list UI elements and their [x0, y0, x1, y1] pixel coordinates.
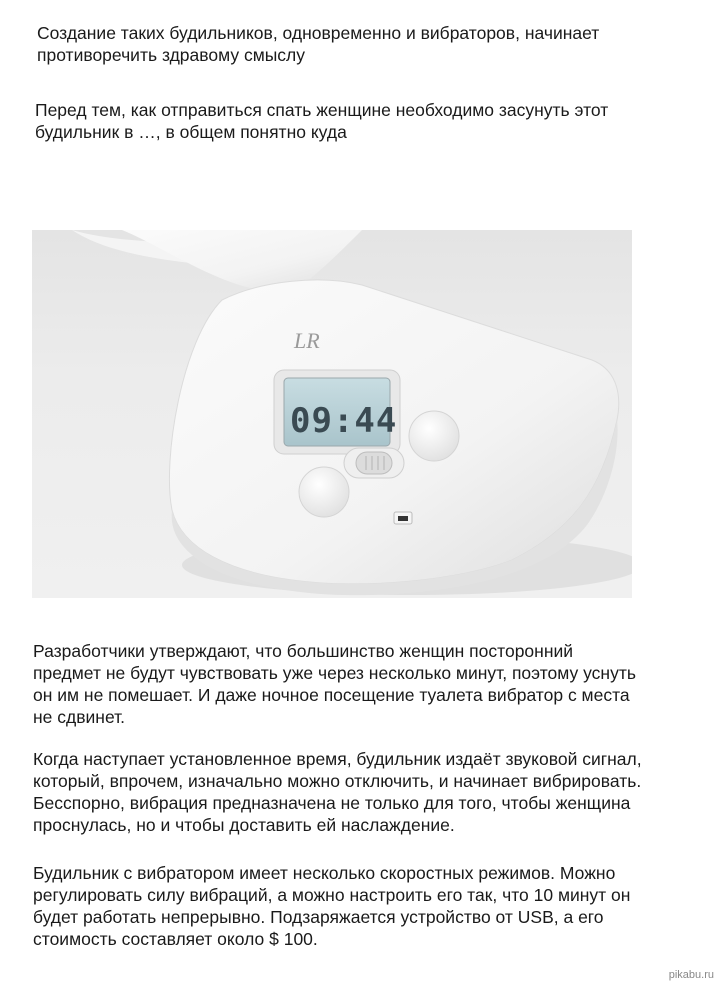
features-paragraph: Будильник с вибратором имеет несколько скоростных режимов. Можно регулировать силу вибраций, а можно настроить его так, что 10 минут он будет работать непрерывно. Подзаряжается устройство от USB, а его стоимость составляет около $ 100.: [33, 863, 631, 949]
product-photo: [32, 230, 632, 598]
slider-switch: [356, 452, 392, 474]
comfort-paragraph: Разработчики утверждают, что большинство женщин посторонний предмет не будут чувствовать уже через несколько минут, поэтому уснуть он им не помешает. И даже ночное посещение туалета вибратор с места не сдвинет.: [33, 641, 636, 727]
left-button: [299, 467, 349, 517]
right-button: [409, 411, 459, 461]
lcd-time-display: 09:44: [290, 401, 398, 441]
alarm-paragraph: Когда наступает установленное время, будильник издаёт звуковой сигнал, который, впрочем, изначально можно отключить, и начинает вибрировать. Бесспорно, вибрация предназначена не только для того, чтобы женщина проснулась, но и чтобы доставить ей наслаждение.: [33, 749, 642, 835]
vibrator-alarm-illustration: [32, 230, 632, 598]
watermark: pikabu.ru: [668, 969, 714, 981]
usage-paragraph: Перед тем, как отправиться спать женщине необходимо засунуть этот будильник в …, в общем понятно куда: [35, 100, 609, 142]
brand-logo: LR: [294, 328, 320, 353]
intro-paragraph: Создание таких будильников, одновременно и вибраторов, начинает противоречить здравому смыслу: [37, 23, 600, 65]
